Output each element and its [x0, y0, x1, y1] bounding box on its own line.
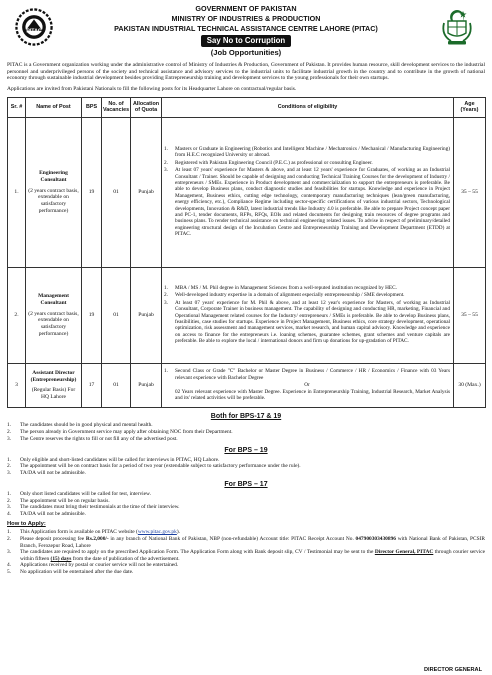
list-number: 1. [7, 422, 12, 429]
cell-vacancies: 01 [102, 267, 131, 363]
table-row [8, 267, 486, 363]
cell-age: 35 – 55 [454, 267, 486, 363]
header [7, 5, 485, 61]
table-row [8, 363, 486, 407]
condition-item [164, 300, 450, 345]
post-note: (2 years contract basis, extendable on satisfactory performance) [28, 187, 79, 214]
post-note: (Regular Basis) For HQ Lahore [31, 387, 76, 401]
slogan-banner: Say No to Corruption [201, 35, 291, 47]
table-row [8, 117, 486, 267]
apply-text: in any branch of National Bank of Pakistan, NBP (non-refundable) Account title: PITAC Receipt Account No. [108, 536, 356, 542]
condition-text: At least 07 years' experience for Masters & above, and at least 12 years' experience for Graduates, of working as an Industrial Consultant / Trainer. Should be capable of designing and conducting Technical Training Courses for the development of Industry / entrepreneurs / SMEs. Experience in Product development and commercialization to support the entrepreneurs is preferable. Be able to develop Business plans, conduct diagnostic studies and feasibilities for startups. Knowledge and experience in Project Management, Business ethics, cutting edge technology, contemporary manufacturing techniques (lean/green manufacturing, energy efficiency, etc.), Compliance Regime including sector-specific certifications of various industrial sectors, Technological developments, Innovation & R&D, latest industrial trends like Industry 4.0 is preferable. Be able to prepare Project concept paper and PC-1, tender documents, RFPs, RFQs, EOIs and related documents for designing train resources of degree programs and business plans. To render technical assistance on technical engineering related issues. To advise in respect of preliminary/detailed engineering structural design of the Incubation Centre and Entrepreneurship Training and Development Department (ETDD) at PITAC. [175, 167, 450, 238]
condition-item [164, 167, 450, 237]
apply-text: The candidates are required to apply on the prescribed Application Form. The Application Form along with Bank deposit slip, CV / Testimonial may be sent to the [20, 549, 375, 556]
list-item [7, 511, 485, 518]
list-item [7, 436, 485, 443]
list-number: 1. [7, 456, 12, 463]
conditions-section [7, 413, 485, 442]
cell-vacancies: 01 [102, 363, 131, 407]
section-title-text: Both for BPS-17 & 19 [210, 412, 282, 420]
cell-post [26, 363, 82, 407]
intro-paragraph: PITAC is a Government organization working under the administrative control of Ministry of Industries & Production, Government of Pakistan. It provides human resource, skill development services to the industrial personnel and underprivileged persons of the society and technical assistance and advisory services to the industrial units to facilitate industrial growth in the country and to contribute in the growth of national economy through sustainable industrial development besides providing Entrepreneurship training and development services to the young professionals for their own startups. [7, 62, 485, 82]
applications-invited-note: Applications are invited from Pakistani Nationals to fill the following posts for its Headquarter Lahore on contractual/regular basis. [7, 86, 297, 93]
government-title: GOVERNMENT OF PAKISTAN [195, 4, 297, 13]
list-number: 2. [7, 463, 12, 470]
cell-sr: 2. [8, 267, 26, 363]
cell-vacancies: 01 [102, 117, 131, 267]
list-number: 1. [7, 490, 12, 497]
condition-item [164, 285, 450, 291]
apply-text: with National Bank of Pakistan, PCSIR Branch, Ferozepur Road, Lahore [20, 536, 485, 549]
how-to-apply [7, 521, 485, 575]
cell-quota: Punjab [131, 267, 162, 363]
list-text: TA/DA will not be admissible. [20, 510, 86, 517]
section-title-text: For BPS – 19 [224, 447, 268, 455]
list-number: 3. [7, 469, 12, 476]
cell-age: 30 (Max.) [454, 363, 486, 407]
list-item: 5. No application will be entertained after the due date. [7, 568, 134, 575]
list-item: 2. Please deposit processing fee Rs.2,000/- in any branch of National Bank of Pakistan, NBP (non-refundable) Account title: PITAC Receipt Account No. 047900303430896 with National Bank of Pakistan, PCSIR Branch, Ferozepur Road, Lahore [7, 536, 485, 549]
list-item [7, 463, 485, 470]
post-note: (2 years contract basis, extendable on satisfactory performance) [28, 310, 79, 337]
list-number: 2. [7, 428, 12, 435]
section-title [7, 481, 485, 490]
list-text: The person already in Government service may apply after obtaining NOC from their Department. [20, 428, 233, 435]
cell-sr: 3 [8, 363, 26, 407]
account-number: 047900303430896 [355, 536, 396, 542]
condition-text: Registered with Pakistan Engineering Council (P.E.C.) as professional or consulting Engineer. [175, 159, 373, 166]
condition-text: Masters or Graduate in Engineering (Robotics and Intelligent Machine / Mechatronics / Mechanical / Manufacturing Engineering) from H.E.C recognized University or abroad. [175, 146, 450, 159]
cell-bps: 19 [82, 267, 102, 363]
post-title: Engineering Consultant [39, 170, 68, 183]
list-text: The Centre reserves the rights to fill or not fill any of the advertised post. [20, 435, 178, 442]
cell-conditions [162, 363, 454, 407]
header-vacancies: No. of Vacancies [102, 97, 131, 117]
condition-item [164, 160, 450, 166]
logo-text: PITAC [26, 28, 42, 35]
list-text: Only short listed candidates will be called for test, interview. [20, 490, 151, 497]
post-title: Assistant Director (Entrepreneurship) [30, 369, 77, 383]
condition-number: 1. [164, 285, 168, 292]
address-director-general: Director General, PITAC [374, 549, 434, 556]
centre-title: PAKISTAN INDUSTRIAL TECHNICAL ASSISTANCE CENTRE LAHORE (PITAC) [114, 23, 378, 33]
vacancy-table [7, 97, 486, 408]
government-emblem [439, 7, 475, 47]
conditions-section [7, 481, 485, 517]
conditions-section [7, 447, 485, 476]
pitac-logo [15, 8, 53, 46]
cell-age: 35 – 55 [454, 117, 486, 267]
list-text: The appointment will be on contract basis for a period of two year (extendable subject to satisfactory performance under the rule). [20, 463, 301, 470]
list-number: 3. [7, 504, 12, 511]
condition-number: 2. [164, 292, 168, 299]
condition-item [164, 368, 450, 381]
list-number: 4. [7, 510, 12, 517]
list-item [7, 422, 485, 429]
deadline-days: (15) days [50, 555, 72, 562]
condition-text: Second Class or Grade "C" Bachelor or Master Degree in Business / Commerce / HR / Economics / Finance with 03 Years relevant experience with Bachelor Degree [175, 368, 450, 381]
header-bps: BPS [82, 97, 102, 117]
website-link[interactable]: www.pitac.gov.pk [137, 529, 177, 536]
list-item: 4. Applications received by postal or courier service will not be entertained. [7, 562, 179, 569]
list-item [7, 470, 485, 477]
condition-number: 1. [164, 146, 168, 153]
apply-text: Applications received by postal or courier service will not be entertained. [20, 562, 179, 569]
condition-or: Or [304, 382, 310, 389]
signature-director-general: DIRECTOR GENERAL [423, 667, 482, 674]
header-age: Age (Years) [454, 97, 486, 117]
header-quota: Allocation of Quota [131, 97, 162, 117]
section-title-text: For BPS – 17 [224, 481, 268, 489]
list-item: 1. This Application form is available on PITAC website (www.pitac.gov.pk). [7, 529, 180, 536]
apply-text: from the date of publication of the advertisement. [71, 555, 180, 562]
cell-sr: 1. [8, 117, 26, 267]
job-opportunities-title: (Job Opportunities) [210, 47, 282, 57]
apply-text: Please deposit processing fee [20, 536, 86, 542]
condition-text: Well-developed industry expertise in a domain of alignment especially entrepreneurship / SME development. [175, 292, 405, 299]
cell-post [26, 267, 82, 363]
apply-text: ). [176, 529, 180, 536]
cell-conditions [162, 117, 454, 267]
condition-item [164, 146, 450, 159]
condition-number: 1. [164, 368, 168, 375]
list-text: The candidates must bring their testimonials at the time of their interview. [20, 504, 180, 511]
condition-text: MBA / MS / M. Phil degree in Management Sciences from a well-reputed institution recognized by HEC. [175, 285, 397, 292]
section-title [7, 447, 485, 456]
condition-item [164, 292, 450, 298]
post-title: Management Consultant [38, 293, 69, 306]
condition-number: 3. [164, 299, 168, 306]
list-item [7, 504, 485, 511]
list-text: TA/DA will not be admissible. [20, 469, 86, 476]
condition-number: 3. [164, 167, 168, 174]
header-conditions: Conditions of eligibility [162, 97, 454, 117]
list-number: 3. [7, 435, 12, 442]
apply-text: through courier service within fifteen [20, 549, 486, 562]
list-text: The appointment will be on regular basis. [20, 497, 110, 504]
condition-text: At least 07 years' experience for M. Phil & above, and at least 12 year's experience for Masters, of working as Industrial Consultant, Corporate Trainer in business management. The capability of designing and conducting HR, marketing, Financial and Operational Management related courses for the Industry/ entrepreneurs / SMEs is preferable. Be able to develop Business plans, feasibilities, case studies for startups. Experience in Project Management, Business ethics, core strategy development, operational optimization, risk assessment and management services, market research, and human capital advisory. Knowledge and experience on access to finance for the entrepreneurs i.e. loaning schemes, guarantee schemes, grant schemes and venture capitals are preferable. Be able to explore the local / international donors and firm up donations for up-gradation of PITAC. [175, 299, 450, 345]
cell-quota: Punjab [131, 363, 162, 407]
cell-bps: 19 [82, 117, 102, 267]
condition-item [164, 389, 450, 402]
list-item [7, 491, 485, 498]
list-text: The candidates should be in good physical and mental health. [20, 422, 153, 429]
cell-conditions [162, 267, 454, 363]
apply-text: This Application form is available on PITAC website ( [20, 529, 138, 536]
header-post: Name of Post [26, 97, 82, 117]
cell-quota: Punjab [131, 117, 162, 267]
list-number: 2. [7, 497, 12, 504]
how-to-apply-title: How to Apply: [7, 521, 46, 528]
list-item [7, 429, 485, 436]
list-text: Only eligible and short-listed candidates will be called for interviews in PITAC, HQ Lahore. [20, 456, 220, 463]
cell-bps: 17 [82, 363, 102, 407]
fee-amount: Rs.2,000/- [85, 536, 109, 542]
table-header-row [8, 97, 486, 117]
general-conditions [7, 413, 485, 518]
section-title [7, 413, 485, 422]
cell-post [26, 117, 82, 267]
condition-number: 2. [164, 159, 168, 166]
header-sr: Sr. # [8, 97, 26, 117]
condition-text: 02 Years relevant experience with Master Degree. Experience in Entrepreneurship Training, Industrial Research, Market Analysis and its' related activities will be preferable. [175, 388, 450, 401]
list-item: 3. The candidates are required to apply on the prescribed Application Form. The Application Form along with Bank deposit slip, CV / Testimonial may be sent to the Director General, PITAC through courier service within fifteen (15) days from the date of publication of the advertisement. [7, 549, 486, 562]
apply-text: No application will be entertained after the due date. [20, 568, 134, 575]
ministry-title: MINISTRY OF INDUSTRIES & PRODUCTION [171, 13, 321, 23]
condition-number [164, 389, 175, 402]
